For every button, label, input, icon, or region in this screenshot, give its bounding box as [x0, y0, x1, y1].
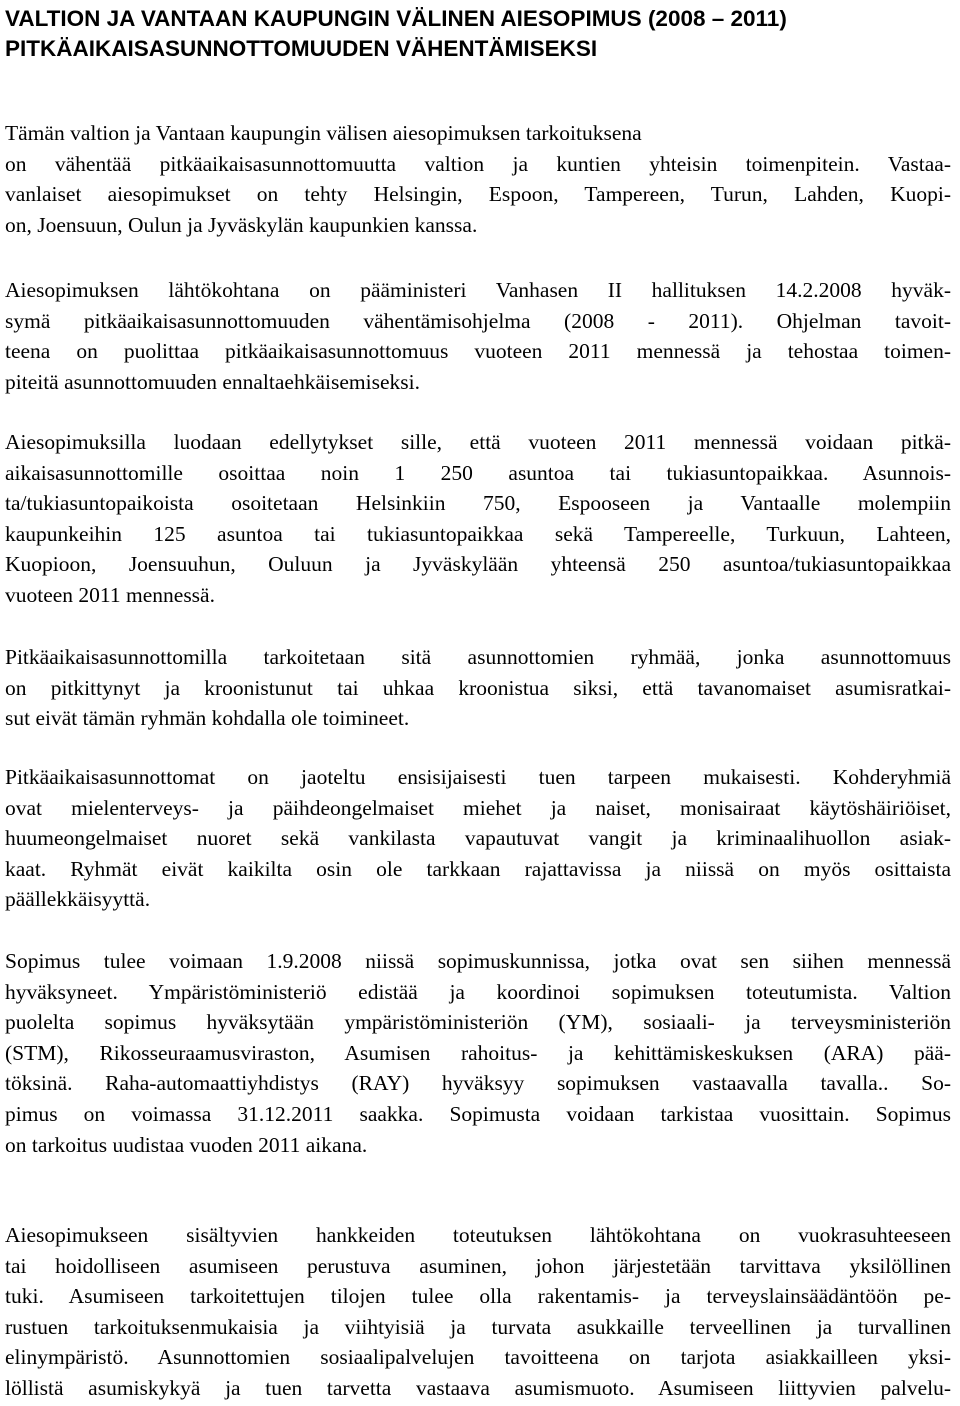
text-line: Pitkäaikaisasunnottomat on jaoteltu ensisijaisesti tuen tarpeen mukaisesti. Kohderyhmiä [5, 765, 951, 789]
text-line: symä pitkäaikaisasunnottomuuden vähentämisohjelma (2008 - 2011). Ohjelman tavoit- [5, 308, 951, 333]
paragraph-targets [5, 427, 951, 611]
paragraph-basis [5, 275, 951, 397]
text-line: Aiesopimukseen sisältyvien hankkeiden toteutuksen lähtökohtana on vuokrasuhteeseen [5, 1223, 951, 1247]
text-line: (STM), Rikosseuraamusviraston, Asumisen rahoitus- ja kehittämiskeskuksen (ARA) pää- [5, 1040, 951, 1065]
paragraph-housing-principles [5, 1220, 951, 1404]
text-line: Tämän valtion ja Vantaan kaupungin välisen aiesopimuksen tarkoituksena [5, 121, 642, 145]
text-line: päällekkäisyyttä. [5, 887, 151, 912]
text-line: kaat. Ryhmät eivät kaikilta osin ole tarkkaan rajattavissa ja niissä on myös osittaista [5, 856, 951, 881]
text-line: rustuen tarkoituksenmukaisia ja viihtyisiä ja turvata asukkaille terveellinen ja turvallinen [5, 1314, 951, 1339]
text-line: tuki. Asumiseen tarkoitettujen tilojen tulee olla rakentamis- ja terveyslainsäädäntöön pe- [5, 1284, 951, 1309]
paragraph-target-groups [5, 762, 951, 915]
text-line: Pitkäaikaisasunnottomilla tarkoitetaan sitä asunnottomien ryhmää, jonka asunnottomuus [5, 645, 951, 669]
document-page [5, 0, 951, 1400]
text-line: Kuopioon, Joensuuhun, Ouluun ja Jyväskylään yhteensä 250 asuntoa/tukiasuntopaikkaa [5, 552, 951, 577]
text-line: töksinä. Raha-automaattiyhdistys (RAY) hyväksyy sopimuksen vastaavalla tavalla.. So- [5, 1071, 951, 1096]
text-line: kaupunkeihin 125 asuntoa tai tukiasuntopaikkaa sekä Tampereelle, Turkuun, Lahteen, [5, 521, 951, 546]
text-line: vuoteen 2011 mennessä. [5, 582, 215, 607]
text-line: piteitä asunnottomuuden ennaltaehkäisemiseksi. [5, 369, 420, 394]
paragraph-validity [5, 946, 951, 1160]
text-line: Aiesopimuksilla luodaan edellytykset sille, että vuoteen 2011 mennessä voidaan pitkä- [5, 430, 951, 454]
text-line: teena on puolittaa pitkäaikaisasunnottomuus vuoteen 2011 mennessä ja tehostaa toimen- [5, 339, 951, 364]
text-line: pimus on voimassa 31.12.2011 saakka. Sopimusta voidaan tarkistaa vuosittain. Sopimus [5, 1101, 951, 1126]
text-line: ta/tukiasuntopaikoista osoitetaan Helsinkiin 750, Espooseen ja Vantaalle molempiin [5, 491, 951, 516]
text-line: hyväksyneet. Ympäristöministeriö edistää ja koordinoi sopimuksen toteutumista. Valtion [5, 979, 951, 1004]
title-line: PITKÄAIKAISASUNNOTTOMUUDEN VÄHENTÄMISEKSI [5, 36, 598, 61]
text-line: aikaisasunnottomille osoittaa noin 1 250 asuntoa tai tukiasuntopaikkaa. Asunnois- [5, 460, 951, 485]
text-line: elinympäristö. Asunnottomien sosiaalipalvelujen tavoitteena on tarjota asiakkailleen yksi- [5, 1345, 951, 1370]
text-line: on, Joensuun, Oulun ja Jyväskylän kaupunkien kanssa. [5, 212, 478, 237]
paragraph-purpose [5, 118, 951, 240]
title-line: VALTION JA VANTAAN KAUPUNGIN VÄLINEN AIESOPIMUS (2008 – 2011) [5, 6, 787, 31]
text-line: on pitkittynyt ja kroonistunut tai uhkaa kroonistua siksi, että tavanomaiset asumisratkai- [5, 675, 951, 700]
text-line: ovat mielenterveys- ja päihdeongelmaiset miehet ja naiset, monisairaat käytöshäiriöiset, [5, 795, 951, 820]
text-line: vanlaiset aiesopimukset on tehty Helsingin, Espoon, Tampereen, Turun, Lahden, Kuopi- [5, 182, 951, 207]
text-line: löllistä asumiskykyä ja tuen tarvetta vastaava asumismuoto. Asumiseen liittyvien palvelu- [5, 1375, 951, 1400]
document-title [5, 0, 951, 64]
text-line: Aiesopimuksen lähtökohtana on pääministeri Vanhasen II hallituksen 14.2.2008 hyväk- [5, 278, 951, 302]
text-line: on tarkoitus uudistaa vuoden 2011 aikana. [5, 1132, 368, 1157]
text-line: tai hoidolliseen asumiseen perustuva asuminen, johon järjestetään tarvittava yksilöllinen [5, 1253, 951, 1278]
paragraph-definition [5, 642, 951, 734]
text-line: Sopimus tulee voimaan 1.9.2008 niissä sopimuskunnissa, jotka ovat sen siihen mennessä [5, 949, 951, 973]
text-line: puolelta sopimus hyväksytään ympäristöministeriön (YM), sosiaali- ja terveysministeriön [5, 1010, 951, 1035]
text-line: sut eivät tämän ryhmän kohdalla ole toimineet. [5, 706, 410, 731]
text-line: huumeongelmaiset nuoret sekä vankilasta vapautuvat vangit ja kriminaalihuollon asiak- [5, 826, 951, 851]
text-line: on vähentää pitkäaikaisasunnottomuutta valtion ja kuntien yhteisin toimenpitein. Vastaa- [5, 151, 951, 176]
